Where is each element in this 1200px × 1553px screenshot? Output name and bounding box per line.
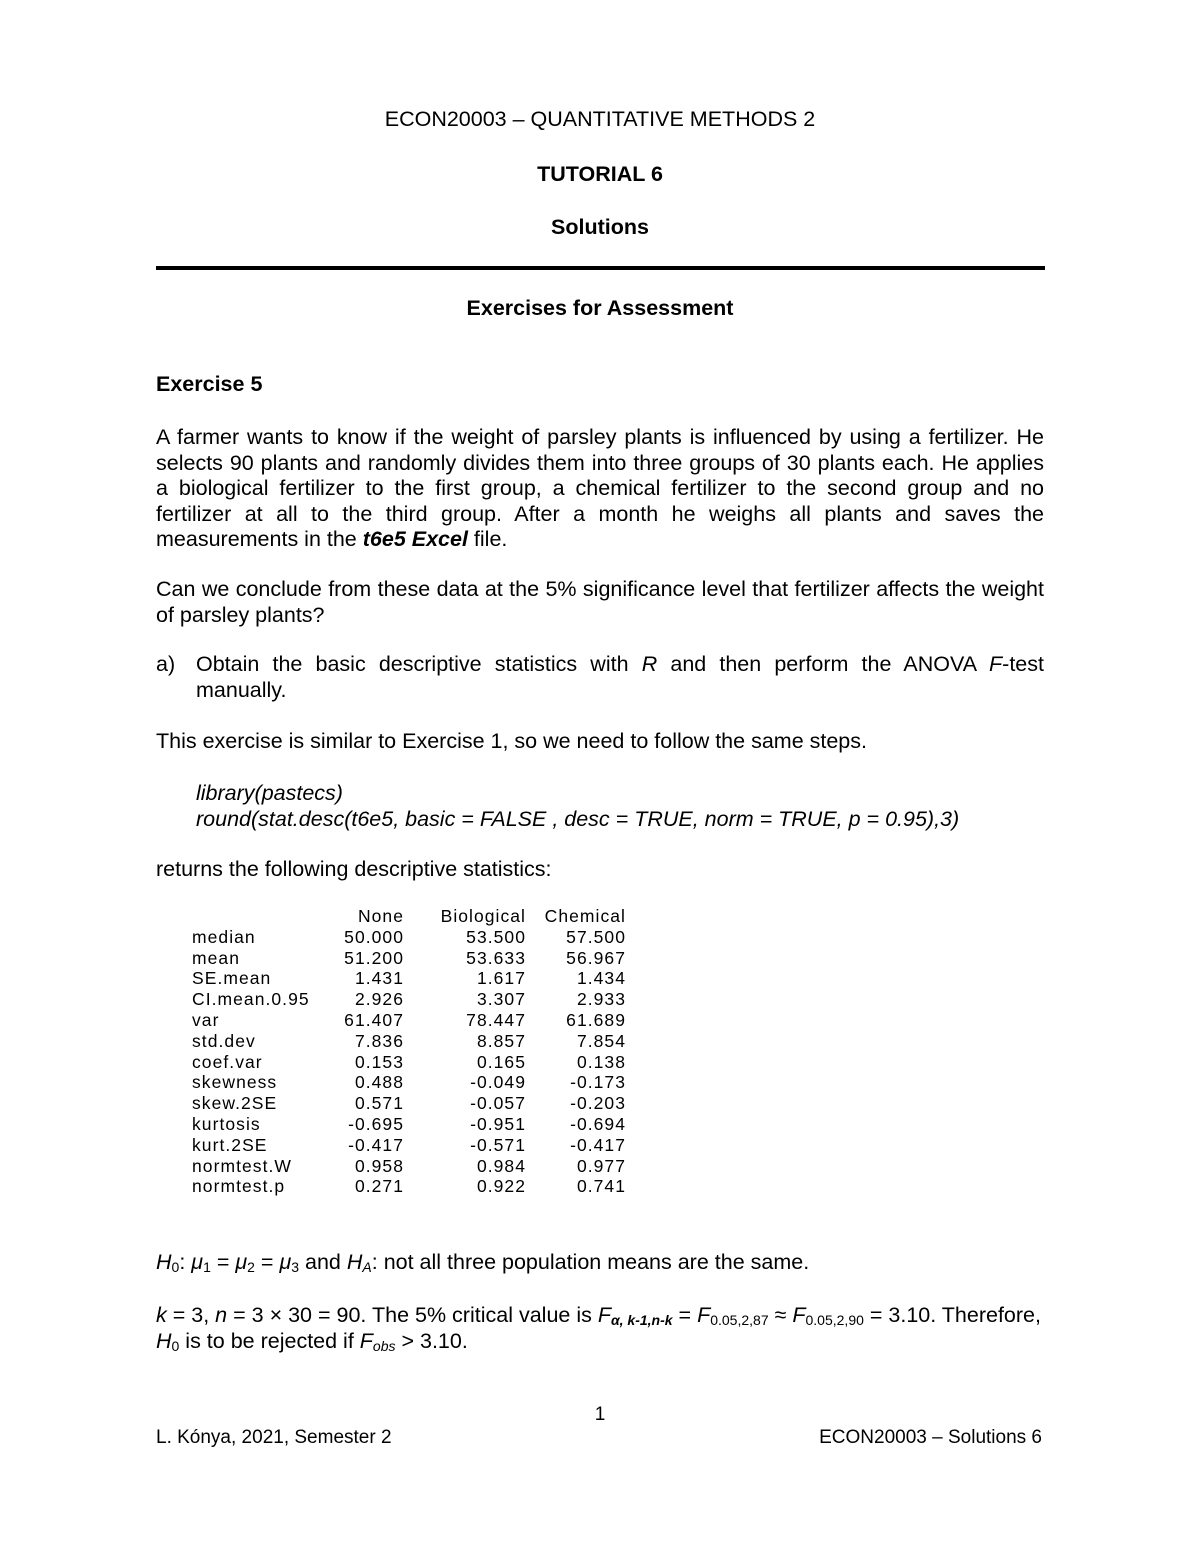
critical-value-line bbox=[156, 1303, 1044, 1354]
table-cell: 8.857 bbox=[476, 1030, 526, 1051]
table-cell: 78.447 bbox=[466, 1009, 526, 1030]
approx: ≈ bbox=[768, 1303, 793, 1327]
subscript: obs bbox=[372, 1337, 396, 1354]
table-row bbox=[192, 968, 626, 989]
table-cell: -0.049 bbox=[470, 1072, 526, 1093]
column-header: None bbox=[357, 906, 404, 926]
table-body bbox=[192, 927, 626, 1197]
equals: = bbox=[210, 1250, 236, 1274]
table-row bbox=[192, 1135, 626, 1156]
subscript: α, k-1,n-k bbox=[610, 1312, 673, 1328]
row-label: skewness bbox=[192, 1072, 278, 1093]
descriptive-stats-table bbox=[192, 906, 626, 1197]
table-cell: 56.967 bbox=[566, 947, 626, 968]
row-label: std.dev bbox=[192, 1030, 256, 1051]
item-text: -test manually. bbox=[196, 652, 1044, 702]
table-cell: 0.741 bbox=[576, 1176, 626, 1197]
f-symbol: F bbox=[989, 652, 1003, 676]
table-cell: 2.926 bbox=[354, 989, 404, 1010]
item-text: and then perform the ANOVA bbox=[657, 652, 990, 676]
table-cell: 0.571 bbox=[354, 1093, 404, 1114]
paragraph-text: A farmer wants to know if the weight of parsley plants is influenced by using a fertilizer. He selects 90 plants and randomly divides them into three groups of 30 plants each. He applies a biological fertilizer to the first group, a chemical fertilizer to the second group and no fertilizer at all to the third group. After a month he weighs all plants and saves the measurements in the bbox=[156, 425, 1044, 551]
row-label: kurtosis bbox=[192, 1113, 261, 1134]
subscript: 0 bbox=[171, 1259, 180, 1275]
table-cell: -0.417 bbox=[570, 1134, 626, 1155]
exercise-paragraph-4: returns the following descriptive statistics: bbox=[156, 857, 552, 881]
text: = 3.10. Therefore, bbox=[863, 1303, 1041, 1327]
table-cell: -0.417 bbox=[348, 1134, 404, 1155]
f-symbol: F bbox=[697, 1303, 711, 1327]
table-cell: 57.500 bbox=[566, 926, 626, 947]
text: > 3.10. bbox=[395, 1328, 468, 1353]
subscript: 0.05,2,87 bbox=[710, 1312, 769, 1328]
exercise-heading: Exercise 5 bbox=[156, 372, 263, 396]
table-cell: 7.854 bbox=[576, 1030, 626, 1051]
table-cell: 53.500 bbox=[466, 926, 526, 947]
section-title: Exercises for Assessment bbox=[466, 296, 734, 320]
table-row bbox=[192, 1156, 626, 1177]
table-cell: 0.958 bbox=[354, 1155, 404, 1176]
horizontal-rule bbox=[156, 266, 1045, 270]
table-cell: 7.836 bbox=[354, 1030, 404, 1051]
table-row bbox=[192, 948, 626, 969]
h-symbol: H bbox=[346, 1250, 363, 1274]
subscript: 2 bbox=[247, 1259, 255, 1275]
table-row bbox=[192, 1114, 626, 1135]
item-a-marker: a) bbox=[156, 652, 176, 676]
table-cell: -0.694 bbox=[570, 1113, 626, 1134]
table-header-row bbox=[192, 906, 626, 927]
table-cell: 2.933 bbox=[576, 989, 626, 1010]
course-title: ECON20003 – QUANTITATIVE METHODS 2 bbox=[384, 107, 816, 131]
mu-symbol: μ bbox=[279, 1250, 292, 1274]
row-label: mean bbox=[192, 947, 240, 968]
equals: = bbox=[672, 1303, 698, 1327]
row-label: SE.mean bbox=[192, 968, 272, 989]
table-cell: 0.922 bbox=[476, 1176, 526, 1197]
exercise-paragraph-1 bbox=[156, 425, 1044, 553]
exercise-question: Can we conclude from these data at the 5% significance level that fertilizer affects the weight of parsley plants? bbox=[156, 577, 1044, 627]
code-line-2: round(stat.desc(t6e5, basic = FALSE , desc = TRUE, norm = TRUE, p = 0.95),3) bbox=[196, 807, 960, 831]
table-cell: -0.203 bbox=[570, 1093, 626, 1114]
table-row bbox=[192, 1010, 626, 1031]
h-symbol: H bbox=[156, 1328, 172, 1353]
exercise-paragraph-3: This exercise is similar to Exercise 1, so we need to follow the same steps. bbox=[156, 729, 867, 753]
tutorial-title: TUTORIAL 6 bbox=[537, 162, 663, 186]
table-cell: -0.057 bbox=[470, 1093, 526, 1114]
paragraph-text: file. bbox=[467, 527, 508, 551]
f-symbol: F bbox=[792, 1303, 806, 1327]
f-symbol: F bbox=[359, 1328, 373, 1353]
table-cell: 61.407 bbox=[344, 1009, 404, 1030]
table-row bbox=[192, 1031, 626, 1052]
column-header: Biological bbox=[440, 906, 526, 926]
table-cell: 1.431 bbox=[354, 968, 404, 989]
table-cell: 51.200 bbox=[344, 947, 404, 968]
r-symbol: R bbox=[641, 652, 658, 676]
table-row bbox=[192, 1176, 626, 1197]
table-cell: 3.307 bbox=[476, 989, 526, 1010]
item-a-text bbox=[196, 652, 1044, 703]
table-cell: 1.617 bbox=[476, 968, 526, 989]
table-cell: 0.138 bbox=[576, 1051, 626, 1072]
row-label: CI.mean.0.95 bbox=[192, 989, 310, 1010]
item-text: Obtain the basic descriptive statistics with bbox=[196, 652, 642, 676]
subscript: 0 bbox=[171, 1337, 180, 1354]
code-line-1: library(pastecs) bbox=[196, 781, 343, 805]
row-label: var bbox=[192, 1009, 220, 1030]
row-label: normtest.W bbox=[192, 1155, 292, 1176]
table-corner bbox=[192, 906, 328, 927]
table-cell: 0.153 bbox=[354, 1051, 404, 1072]
h-symbol: H bbox=[156, 1250, 172, 1274]
table-cell: -0.173 bbox=[570, 1072, 626, 1093]
subtitle: Solutions bbox=[551, 215, 649, 239]
row-label: kurt.2SE bbox=[192, 1134, 268, 1155]
footer-right: ECON20003 – Solutions 6 bbox=[819, 1427, 1042, 1448]
subscript: A bbox=[362, 1259, 372, 1275]
table-cell: -0.695 bbox=[348, 1113, 404, 1134]
hypotheses-text: : not all three population means are the same. bbox=[371, 1250, 810, 1274]
table-cell: 0.271 bbox=[354, 1176, 404, 1197]
and-text: and bbox=[299, 1250, 347, 1274]
n-symbol: n bbox=[215, 1303, 228, 1327]
f-symbol: F bbox=[597, 1303, 611, 1327]
footer-left: L. Kónya, 2021, Semester 2 bbox=[156, 1427, 392, 1448]
mu-symbol: μ bbox=[235, 1250, 248, 1274]
subscript: 1 bbox=[203, 1259, 211, 1275]
table-cell: 0.165 bbox=[476, 1051, 526, 1072]
k-symbol: k bbox=[156, 1303, 167, 1327]
column-header: Chemical bbox=[544, 906, 626, 926]
subscript: 0.05,2,90 bbox=[805, 1312, 864, 1328]
table-row bbox=[192, 1093, 626, 1114]
table-row bbox=[192, 927, 626, 948]
mu-symbol: μ bbox=[191, 1250, 204, 1274]
table-cell: -0.571 bbox=[470, 1134, 526, 1155]
equals: = bbox=[254, 1250, 280, 1274]
table-cell: 0.488 bbox=[354, 1072, 404, 1093]
table-cell: 1.434 bbox=[576, 968, 626, 989]
text: is to be rejected if bbox=[179, 1328, 360, 1353]
table-cell: 50.000 bbox=[344, 926, 404, 947]
file-name: t6e5 Excel bbox=[362, 527, 468, 551]
row-label: normtest.p bbox=[192, 1176, 286, 1197]
table-row bbox=[192, 1072, 626, 1093]
table-cell: -0.951 bbox=[470, 1113, 526, 1134]
row-label: coef.var bbox=[192, 1051, 263, 1072]
text: = 3 × 30 = 90. The 5% critical value is bbox=[227, 1303, 598, 1327]
text: = 3, bbox=[166, 1303, 216, 1327]
hypotheses-line: $H_0$: $\mu_1 = \mu_2 = \mu_3$ and $H_A$: not all three population means are the same. bbox=[156, 1250, 810, 1275]
row-label: skew.2SE bbox=[192, 1093, 278, 1114]
table-cell: 0.984 bbox=[476, 1155, 526, 1176]
table-row bbox=[192, 1052, 626, 1073]
table-row bbox=[192, 989, 626, 1010]
table-cell: 0.977 bbox=[576, 1155, 626, 1176]
subscript: 3 bbox=[291, 1259, 300, 1275]
table-cell: 53.633 bbox=[466, 947, 526, 968]
row-label: median bbox=[192, 926, 256, 947]
table-cell: 61.689 bbox=[566, 1009, 626, 1030]
page-number: 1 bbox=[594, 1404, 606, 1425]
